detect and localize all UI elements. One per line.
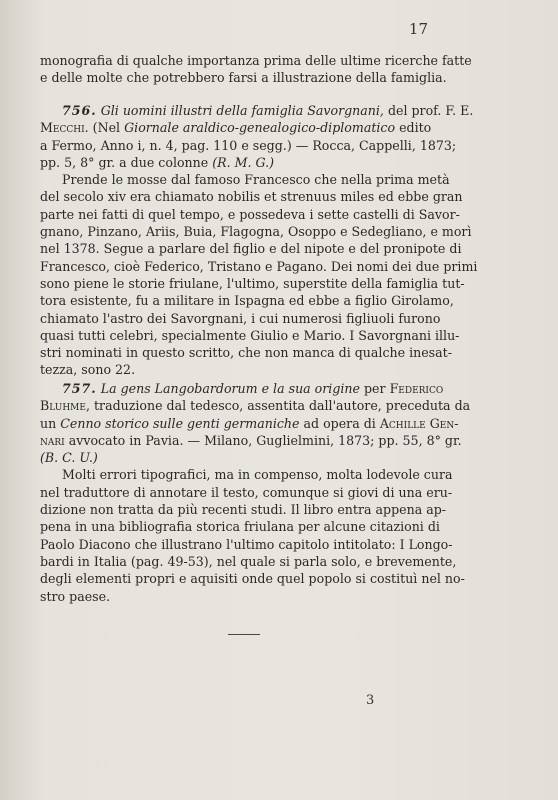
source-open: (Nel <box>92 120 121 136</box>
entry-source-line <box>40 154 430 171</box>
text-line: e delle molte che potrebbero farsi a illustrazione della famiglia. <box>40 70 447 86</box>
text-line: nel 1378. Segue a parlare del figlio e del nipote e del pronipote di <box>40 241 462 257</box>
author-name: Mecchi. <box>40 120 89 136</box>
author-name: Bluhme, <box>40 398 90 414</box>
journal-title: Giornale araldico-genealogico-diplomatico <box>124 120 396 136</box>
text-line: pena in una bibliografia storica friulana per alcune citazioni di <box>40 519 440 535</box>
entry-source-line: a Fermo, Anno i, n. 4, pag. 110 e segg.) — Rocca, Cappelli, 1873; <box>40 137 457 153</box>
source-text: un <box>40 415 57 431</box>
entry-number: 756. <box>62 103 97 118</box>
library-signature: (B. C. U.) <box>40 450 98 466</box>
entry-title: Gli uomini illustri della famiglia Savorgnani, <box>100 103 384 118</box>
page-number: 17 <box>408 20 428 38</box>
entry-source-line <box>40 119 430 136</box>
entry-number: 757. <box>62 381 97 396</box>
text-line: tora esistente, fu a militare in Ispagna ed ebbe a figlio Girolamo, <box>40 293 454 309</box>
text-line: tezza, sono 22. <box>40 362 136 378</box>
work-title: Cenno storico sulle genti germaniche <box>60 415 300 431</box>
text-line: stro paese. <box>40 588 111 604</box>
entry-heading-line <box>40 380 444 397</box>
text-line: del secolo xiv era chiamato nobilis et strenuus miles ed ebbe gran <box>40 189 463 205</box>
text-line: degli elementi propri e aquisiti onde quel popolo si costituì nel no- <box>40 571 465 587</box>
author-name: Achille Gen- <box>379 415 459 431</box>
source-text: avvocato in Pavia. — Milano, Guglielmini, 1873; pp. 55, 8° gr. <box>68 432 462 448</box>
source-rest: edito <box>399 120 432 136</box>
text-line: Molti errori tipografici, ma in compenso, molta lodevole cura <box>62 467 453 483</box>
text-line: gnano, Pinzano, Ariis, Buia, Flagogna, Osoppo e Sedegliano, e morì <box>40 224 472 240</box>
text-line: quasi tutti celebri, specialmente Giulio e Mario. I Savorgnani illu- <box>40 327 460 343</box>
entry-757 <box>40 380 471 605</box>
source-text: ad opera di <box>303 415 376 431</box>
signature-mark: 3 <box>366 693 375 708</box>
text-line: stri nominati in questo scritto, che non manca di qualche inesat- <box>40 345 452 361</box>
entry-source-line <box>40 432 462 449</box>
text-line: monografia di qualche importanza prima delle ultime ricerche fatte <box>40 53 472 68</box>
text-line: sono piene le storie friulane, l'ultimo, superstite della famiglia tut- <box>40 275 465 291</box>
entry-source-line <box>40 415 459 432</box>
author-prefix: per <box>364 381 386 396</box>
text-line: dizione non tratta da più recenti studi. Il libro entra appena ap- <box>40 502 447 518</box>
author-prefix: del prof. F. E. <box>387 103 474 118</box>
section-divider <box>228 634 260 635</box>
text-line: nel traduttore di annotare il testo, comunque si giovi di una eru- <box>40 484 453 500</box>
entry-title: La gens Langobardorum e la sua origine <box>100 381 360 396</box>
author-name: nari <box>40 432 65 448</box>
text-line: parte nei fatti di quel tempo, e possedeva i sette castelli di Savor- <box>40 206 460 222</box>
text-line: Prende le mosse dal famoso Francesco che nella prima metà <box>62 172 450 188</box>
source-text: traduzione dal tedesco, assentita dall'autore, preceduta da <box>93 398 471 414</box>
entry-source-line <box>40 397 471 414</box>
entry-756 <box>40 102 478 379</box>
entry-heading-line <box>40 102 474 119</box>
text-line: Francesco, cioè Federico, Tristano e Pagano. Dei nomi dei due primi <box>40 258 478 274</box>
intro-paragraph <box>40 52 472 87</box>
text-line: Paolo Diacono che illustrano l'ultimo capitolo intitolato: I Longo- <box>40 536 453 552</box>
text-line: bardi in Italia (pag. 49-53), nel quale si parla solo, e brevemente, <box>40 553 457 569</box>
library-signature: (R. M. G.) <box>212 154 275 170</box>
format-text: pp. 5, 8° gr. a due colonne <box>40 154 209 170</box>
text-line: chiamato l'astro dei Savorgnani, i cui numerosi figliuoli furono <box>40 310 441 326</box>
author-name: Federico <box>389 381 444 396</box>
